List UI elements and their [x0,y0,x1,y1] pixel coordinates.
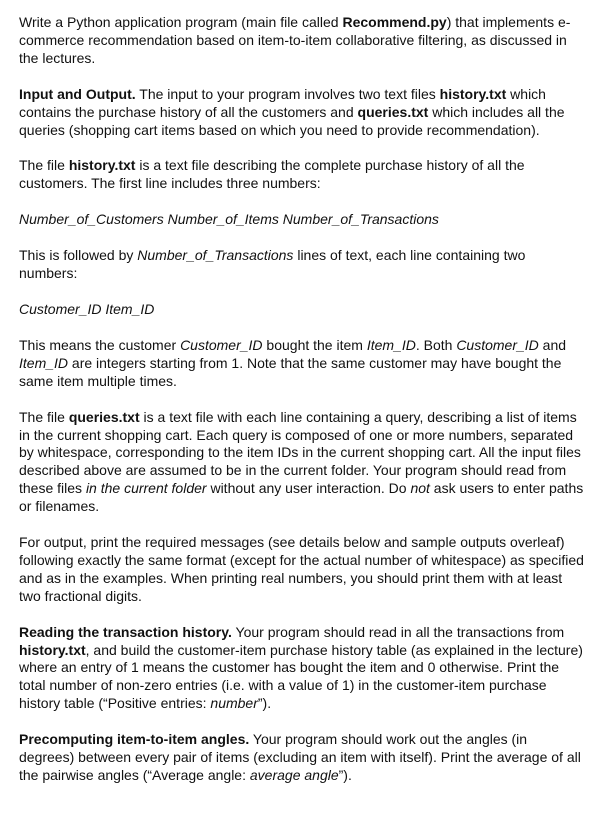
history-file-name: history.txt [19,641,86,658]
format-line-transaction: Customer_ID Item_ID [19,300,155,317]
history-file-name: history.txt [68,157,136,174]
history-file-paragraph: The file history.txt is a text file describing the complete purchase history of all the customers. The first line includes three numbers: [19,157,525,192]
format-line-header: Number_of_Customers Number_of_Items Number_of_Transactions [19,211,439,228]
transactions-paragraph: This is followed by Number_of_Transactions lines of text, each line containing two numbers: [19,247,526,282]
meaning-paragraph: This means the customer Customer_ID bought the item Item_ID. Both Customer_ID and Item_ID are integers starting from 1. Note that the same customer may have bought the same item multiple times. [19,336,567,389]
precompute-angles-heading: Precomputing item-to-item angles. [19,731,250,748]
precompute-angles-paragraph: Precomputing item-to-item angles. Your program should work out the angles (in degrees) between every pair of items (excluding an item with itself). Print the average of all the pairwise angles (“Average angle: average angle”). [19,731,581,783]
main-file-name: Recommend.py [342,14,447,30]
input-output-heading: Input and Output. [19,85,136,102]
queries-file-name: queries.txt [357,103,429,120]
intro-paragraph: Write a Python application program (main file called Recommend.py) that implements e-commerce recommendation based on item-to-item collaborative filtering, as discussed in the lectures. [19,14,571,66]
queries-file-paragraph: The file queries.txt is a text file with each line containing a query, describing a list of items in the current shopping cart. Each query is composed of one or more numbers, separated by whitespace, corresponding to the item IDs in the current shopping cart. All the input files described above are assumed to be in the current folder. Your program should read from these files in the current folder without any user interaction. Do not ask users to enter paths or filenames. [19,408,584,515]
document-page [19,14,585,785]
input-output-paragraph: Input and Output. The input to your program involves two text files history.txt which contains the purchase history of all the customers and queries.txt which includes all the queries (shopping cart items based on which you need to provide recommendation). [19,85,565,138]
output-paragraph: For output, print the required messages (see details below and sample outputs overleaf) following exactly the same format (except for the actual number of whitespace) as specified and as in the examples. When printing real numbers, you should print them with at least two fractional digits. [19,534,584,604]
history-file-name: history.txt [439,85,507,102]
queries-file-name: queries.txt [68,408,140,425]
reading-history-heading: Reading the transaction history. [19,623,232,640]
reading-history-paragraph: Reading the transaction history. Your program should read in all the transactions from history.txt, and build the customer-item purchase history table (as explained in the lecture) where an entry of 1 means the customer has bought the item and 0 otherwise. Print the total number of non-zero entries (i.e. with a value of 1) in the customer-item purchase history table (“Positive entries: number”). [19,623,583,712]
